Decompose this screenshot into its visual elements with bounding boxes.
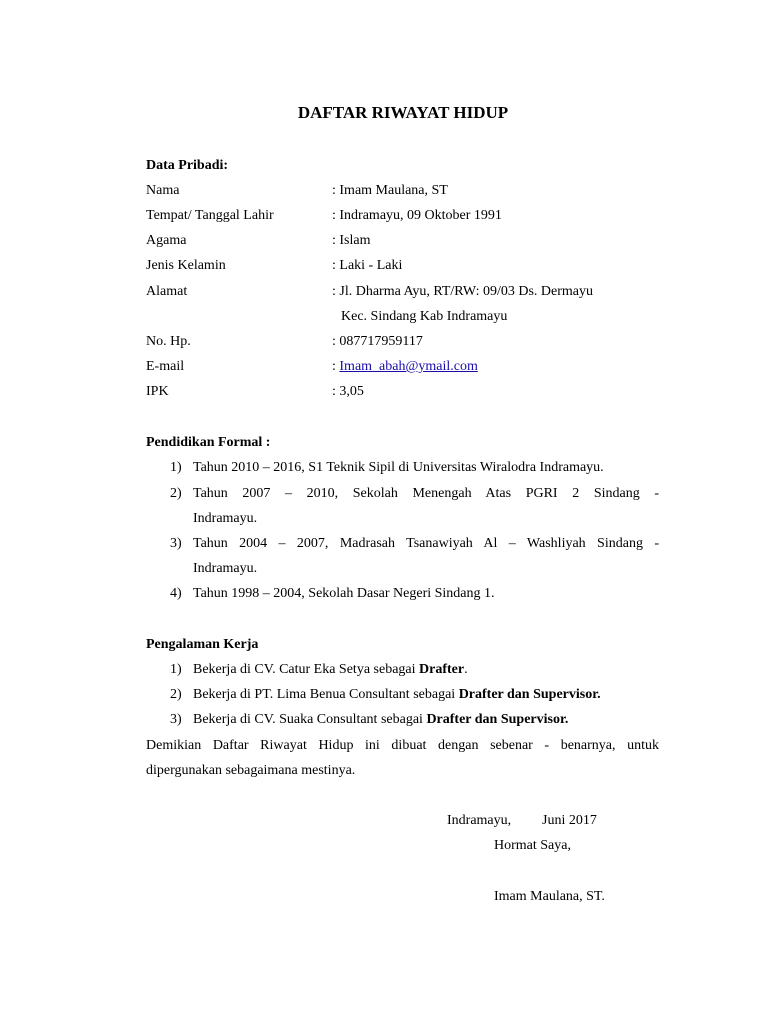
field-label-phone: No. Hp.	[146, 334, 191, 349]
signature-place: Indramayu,	[447, 813, 512, 828]
experience-item	[193, 662, 468, 678]
experience-item-number: 3)	[170, 712, 182, 727]
email-link[interactable]: Imam_abah@ymail.com	[339, 359, 478, 374]
education-item-text-continuation: Indramayu.	[193, 511, 258, 526]
field-label-gender: Jenis Kelamin	[146, 258, 226, 273]
experience-item-text: Bekerja di CV. Catur Eka Setya sebagai	[193, 662, 420, 677]
field-value-address-continuation: Kec. Sindang Kab Indramayu	[341, 309, 508, 324]
closing-statement-line1: Demikian Daftar Riwayat Hidup ini dibuat dengan sebenar - benarnya, untuk	[146, 738, 659, 753]
education-item-text: Tahun 1998 – 2004, Sekolah Dasar Negeri Sindang 1.	[193, 586, 495, 601]
field-label-gpa: IPK	[146, 384, 169, 399]
closing-statement-line2: dipergunakan sebagaimana mestinya.	[146, 763, 356, 778]
education-item-number: 2)	[170, 486, 182, 501]
education-item-number: 3)	[170, 536, 182, 551]
personal-data-heading: Data Pribadi:	[146, 158, 229, 173]
education-item-text: Tahun 2007 – 2010, Sekolah Menengah Atas PGRI 2 Sindang -	[193, 486, 659, 501]
experience-item-role: Drafter	[419, 662, 465, 677]
education-heading: Pendidikan Formal :	[146, 435, 271, 450]
experience-item-role: Drafter dan Supervisor.	[458, 687, 601, 702]
signature-greeting: Hormat Saya,	[494, 838, 571, 853]
field-label-email: E-mail	[146, 359, 185, 374]
experience-item	[193, 687, 601, 703]
field-value-birth: : Indramayu, 09 Oktober 1991	[332, 208, 502, 223]
field-value-gpa: : 3,05	[332, 384, 364, 399]
document-title: DAFTAR RIWAYAT HIDUP	[297, 103, 509, 122]
field-value-name: : Imam Maulana, ST	[332, 183, 448, 198]
education-item-number: 4)	[170, 586, 182, 601]
experience-heading: Pengalaman Kerja	[146, 637, 259, 652]
field-label-address: Alamat	[146, 284, 188, 299]
field-label-birth: Tempat/ Tanggal Lahir	[146, 208, 274, 223]
experience-item-number: 2)	[170, 687, 182, 702]
experience-item-role: Drafter dan Supervisor.	[426, 712, 569, 727]
experience-item-text: Bekerja di CV. Suaka Consultant sebagai	[193, 712, 427, 727]
education-item-text: Tahun 2004 – 2007, Madrasah Tsanawiyah Al – Washliyah Sindang -	[193, 536, 659, 551]
email-prefix: :	[332, 359, 340, 374]
education-item-text-continuation: Indramayu.	[193, 561, 258, 576]
experience-item-text: Bekerja di PT. Lima Benua Consultant sebagai	[193, 687, 459, 702]
experience-item	[193, 712, 568, 728]
field-value-gender: : Laki - Laki	[332, 258, 403, 273]
field-label-religion: Agama	[146, 233, 187, 248]
field-value-email	[332, 359, 478, 375]
field-label-name: Nama	[146, 183, 180, 198]
experience-item-suffix: .	[464, 662, 468, 677]
education-item-number: 1)	[170, 460, 182, 475]
field-value-religion: : Islam	[332, 233, 371, 248]
field-value-phone: : 087717959117	[332, 334, 423, 349]
signature-name: Imam Maulana, ST.	[494, 889, 605, 904]
signature-date: Juni 2017	[542, 813, 597, 828]
field-value-address: : Jl. Dharma Ayu, RT/RW: 09/03 Ds. Dermayu	[332, 284, 593, 299]
experience-item-number: 1)	[170, 662, 182, 677]
education-item-text: Tahun 2010 – 2016, S1 Teknik Sipil di Universitas Wiralodra Indramayu.	[193, 460, 604, 475]
